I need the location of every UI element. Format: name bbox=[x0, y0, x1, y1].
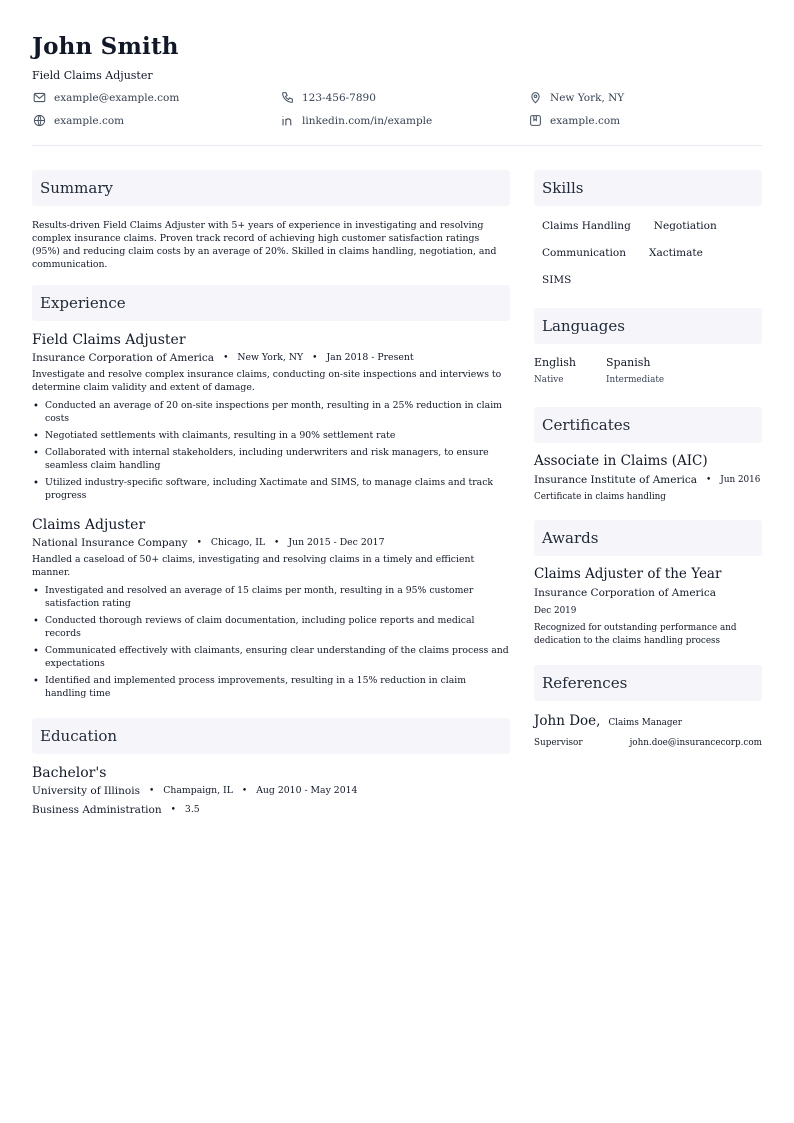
bookmark-icon bbox=[528, 114, 542, 128]
job-bullet: • Conducted thorough reviews of claim documentation, including police reports and medical records bbox=[32, 614, 510, 640]
globe-icon bbox=[32, 114, 46, 128]
education-meta bbox=[32, 784, 510, 798]
certificate-description: Certificate in claims handling bbox=[534, 492, 666, 502]
contact-email-text: example@example.com bbox=[54, 91, 180, 104]
experience-heading: Experience bbox=[32, 285, 510, 321]
skill-chip: Xactimate bbox=[648, 247, 703, 259]
contact-linkedin[interactable] bbox=[280, 113, 528, 128]
reference-details bbox=[534, 738, 762, 748]
mail-icon bbox=[32, 91, 46, 105]
education-degree: Bachelor's bbox=[32, 765, 107, 781]
education-field-row bbox=[32, 803, 510, 817]
reference-item bbox=[534, 713, 762, 729]
job-bullet: • Negotiated settlements with claimants, resulting in a 90% settlement rate bbox=[32, 429, 510, 442]
job-bullet: • Conducted an average of 20 on-site inspections per month, resulting in a 25% reduction in claim costs bbox=[32, 399, 510, 425]
certificate-meta bbox=[534, 473, 762, 487]
language-item bbox=[534, 356, 606, 386]
reference-name: John Doe, bbox=[534, 713, 601, 729]
job-description: Handled a caseload of 50+ claims, investigating and resolving claims in a timely and efficient manner. bbox=[32, 554, 475, 578]
job-meta bbox=[32, 536, 510, 550]
separator-dot: • bbox=[170, 805, 176, 815]
job-company: National Insurance Company bbox=[32, 537, 188, 549]
separator-dot: • bbox=[223, 353, 229, 363]
separator-dot: • bbox=[241, 786, 248, 796]
job-title: Field Claims Adjuster bbox=[32, 332, 186, 348]
job-dates: Jun 2015 - Dec 2017 bbox=[288, 537, 385, 548]
job-bullets bbox=[32, 584, 510, 700]
languages-heading: Languages bbox=[534, 308, 762, 344]
education-field: Business Administration bbox=[32, 804, 162, 816]
education-section bbox=[32, 718, 510, 817]
award-title: Claims Adjuster of the Year bbox=[534, 566, 722, 582]
main-column bbox=[32, 170, 510, 817]
job-meta bbox=[32, 351, 510, 365]
awards-heading: Awards bbox=[534, 520, 762, 556]
location-pin-icon bbox=[528, 91, 542, 105]
education-item bbox=[32, 764, 510, 817]
job-bullet: • Identified and implemented process improvements, resulting in a 15% reduction in claim handling time bbox=[32, 674, 510, 700]
contact-location bbox=[528, 90, 762, 105]
job-title: Claims Adjuster bbox=[32, 517, 146, 533]
reference-relationship: Supervisor bbox=[534, 738, 583, 748]
awards-section bbox=[534, 520, 762, 648]
job-company: Insurance Corporation of America bbox=[32, 352, 215, 364]
job-location: Chicago, IL bbox=[210, 537, 266, 548]
summary-text: Results-driven Field Claims Adjuster with 5+ years of experience in investigating and resolving complex insurance claims. Proven track record of achieving high customer satisfaction ratings (95%) and reducing claim costs by an average of 20%. Skilled in claims handling, negotiation, and communication. bbox=[32, 220, 497, 270]
certificate-item bbox=[534, 452, 762, 504]
job-description: Investigate and resolve complex insurance claims, conducting on-site inspections and interviews to determine claim validity and extent of damage. bbox=[32, 369, 502, 393]
skill-chip: Communication bbox=[542, 247, 626, 259]
certificate-issuer: Insurance Institute of America bbox=[534, 474, 697, 486]
certificate-date: Jun 2016 bbox=[720, 475, 761, 485]
job-bullet: • Investigated and resolved an average of 15 claims per month, resulting in a 95% customer satisfaction rating bbox=[32, 584, 510, 610]
separator-dot: • bbox=[196, 538, 202, 548]
language-level: Intermediate bbox=[606, 375, 665, 385]
experience-item bbox=[32, 516, 510, 700]
certificate-title: Associate in Claims (AIC) bbox=[534, 453, 708, 469]
certificates-section bbox=[534, 407, 762, 504]
job-bullet: • Utilized industry-specific software, including Xactimate and SIMS, to manage claims and track progress bbox=[32, 476, 510, 502]
contact-website[interactable] bbox=[32, 113, 280, 128]
languages-list bbox=[534, 356, 762, 386]
skills-section bbox=[534, 170, 762, 297]
education-dates: Aug 2010 - May 2014 bbox=[256, 785, 358, 796]
award-item bbox=[534, 565, 762, 648]
separator-dot: • bbox=[705, 475, 712, 485]
separator-dot: • bbox=[274, 538, 280, 548]
language-level: Native bbox=[534, 375, 564, 385]
language-name: Spanish bbox=[606, 356, 651, 369]
language-item bbox=[606, 356, 678, 386]
contact-linkedin-text: linkedin.com/in/example bbox=[302, 114, 433, 127]
separator-dot: • bbox=[148, 786, 155, 796]
references-heading: References bbox=[534, 665, 762, 701]
contact-portfolio[interactable] bbox=[528, 113, 762, 128]
header-divider bbox=[32, 145, 762, 146]
phone-icon bbox=[280, 91, 294, 105]
job-dates: Jan 2018 - Present bbox=[326, 352, 414, 363]
education-gpa: 3.5 bbox=[184, 804, 200, 815]
award-issuer: Insurance Corporation of America bbox=[534, 587, 717, 599]
reference-email[interactable]: john.doe@insurancecorp.com bbox=[629, 738, 762, 748]
candidate-name: John Smith bbox=[32, 33, 179, 60]
job-bullet: • Collaborated with internal stakeholders, including underwriters and risk managers, to ensure seamless claim handling bbox=[32, 446, 510, 472]
job-bullet: • Communicated effectively with claimants, ensuring clear understanding of the claims process and expectations bbox=[32, 644, 510, 670]
references-section bbox=[534, 665, 762, 748]
contact-email[interactable] bbox=[32, 90, 280, 105]
contact-portfolio-text: example.com bbox=[550, 114, 621, 127]
experience-section bbox=[32, 285, 510, 700]
award-description: Recognized for outstanding performance and dedication to the claims handling process bbox=[534, 623, 737, 646]
education-heading: Education bbox=[32, 718, 510, 754]
certificates-heading: Certificates bbox=[534, 407, 762, 443]
contact-website-text: example.com bbox=[54, 114, 125, 127]
skill-chip: Negotiation bbox=[653, 220, 717, 232]
language-name: English bbox=[534, 356, 576, 369]
linkedin-icon bbox=[280, 114, 294, 128]
contact-info bbox=[32, 90, 762, 128]
contact-phone-text: 123-456-7890 bbox=[302, 91, 376, 104]
award-date: Dec 2019 bbox=[534, 606, 577, 616]
summary-heading: Summary bbox=[32, 170, 510, 206]
skill-chip: SIMS bbox=[542, 274, 572, 286]
summary-section bbox=[32, 170, 510, 271]
education-school: University of Illinois bbox=[32, 785, 140, 797]
contact-location-text: New York, NY bbox=[550, 91, 625, 104]
skills-list bbox=[534, 216, 762, 297]
skills-heading: Skills bbox=[534, 170, 762, 206]
job-bullets bbox=[32, 399, 510, 502]
experience-item bbox=[32, 331, 510, 502]
sidebar-column bbox=[534, 170, 762, 748]
education-location: Champaign, IL bbox=[163, 785, 233, 796]
skill-chip: Claims Handling bbox=[542, 220, 631, 232]
separator-dot: • bbox=[312, 353, 318, 363]
candidate-headline: Field Claims Adjuster bbox=[32, 69, 153, 82]
languages-section bbox=[534, 308, 762, 386]
job-location: New York, NY bbox=[237, 352, 304, 363]
contact-phone[interactable] bbox=[280, 90, 528, 105]
reference-position: Claims Manager bbox=[608, 718, 682, 728]
